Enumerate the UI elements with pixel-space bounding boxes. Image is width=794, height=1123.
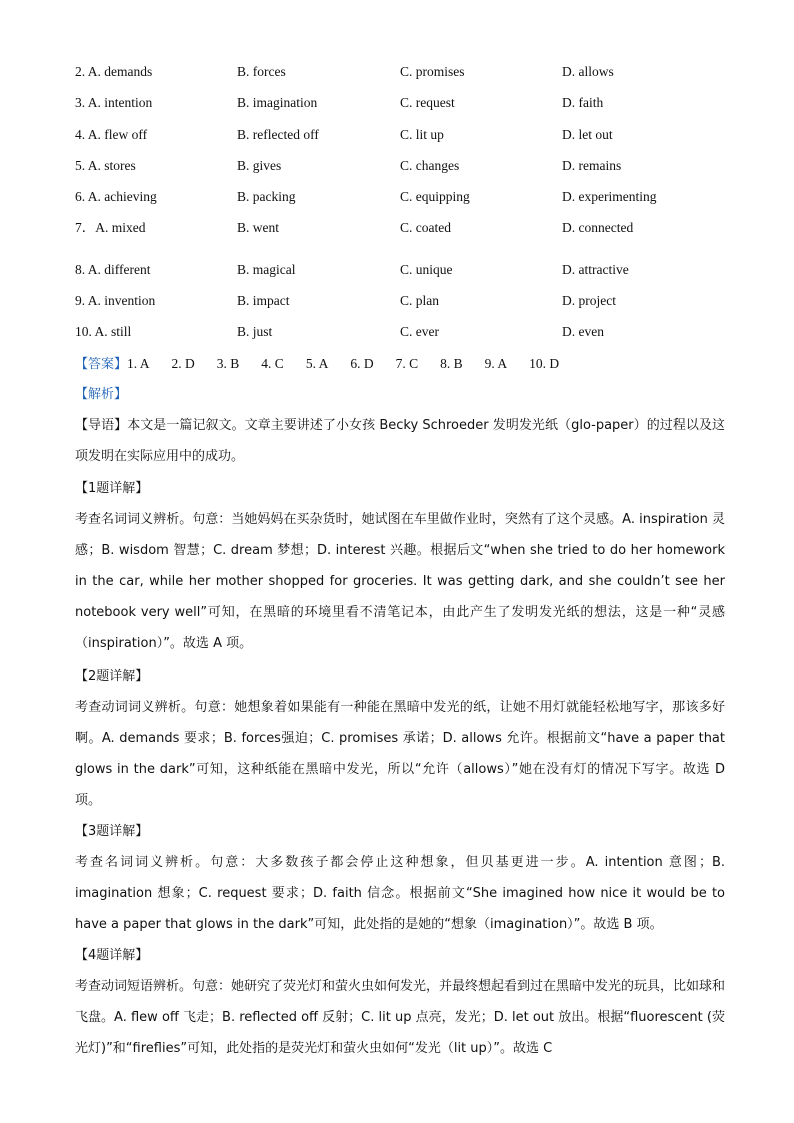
option-a: 9. A. invention — [75, 293, 156, 308]
option-d: D. allows — [562, 64, 614, 79]
option-d: D. project — [562, 293, 616, 308]
option-a: 2. A. demands — [75, 64, 153, 79]
option-c: C. promises — [400, 64, 465, 79]
option-c: C. equipping — [400, 189, 470, 204]
answer-item: 1. A — [127, 356, 150, 371]
option-b: B. packing — [237, 189, 296, 204]
option-d: D. attractive — [562, 262, 629, 277]
answer-item: 6. D — [350, 356, 374, 371]
answer-item: 7. C — [395, 356, 419, 371]
answer-item: 8. B — [440, 356, 463, 371]
option-b: B. forces — [237, 64, 286, 79]
option-b: B. magical — [237, 262, 296, 277]
answer-item: 10. D — [529, 356, 560, 371]
option-c: C. unique — [400, 262, 453, 277]
question-row — [75, 125, 735, 145]
question-row — [75, 218, 735, 238]
option-a: 6. A. achieving — [75, 189, 157, 204]
option-d: D. even — [562, 324, 604, 339]
option-b: B. just — [237, 324, 273, 339]
option-d: D. experimenting — [562, 189, 657, 204]
option-c: C. changes — [400, 158, 460, 173]
option-d: D. connected — [562, 220, 634, 235]
section-heading: 【2题详解】 — [75, 669, 149, 684]
answer-label: 【答案】 — [75, 357, 128, 372]
section-body: 考查名词词义辨析。句意：当她妈妈在买杂货时，她试图在车里做作业时，突然有了这个灵感。A. inspiration 灵感；B. wisdom 智慧；C. dream 梦想；D. interest 兴趣。根据后文“when she tried to do her homework in the car, while her mother shopped for groceries. It was getting dark, and she couldn’t see her notebook very well”可知，在黑暗的环境里看不清笔记本，由此产生了发明发光纸的想法，这是一种“灵感（inspiration）”。故选 A 项。 — [75, 512, 725, 651]
section-heading: 【4题详解】 — [75, 948, 149, 963]
section-body: 考查名词词义辨析。句意：大多数孩子都会停止这种想象，但贝基更进一步。A. intention 意图；B. imagination 想象；C. request 要求；D. faith 信念。根据前文“She imagined how nice it would be to have a paper that glows in the dark”可知，此处指的是她的“想象（imagination）”。故选 B 项。 — [75, 855, 725, 932]
option-c: C. request — [400, 95, 455, 110]
option-d: D. let out — [562, 127, 613, 142]
option-b: B. went — [237, 220, 279, 235]
question-row — [75, 156, 735, 176]
question-row — [75, 291, 735, 311]
option-b: B. impact — [237, 293, 290, 308]
answer-key — [75, 354, 581, 374]
option-c: C. plan — [400, 293, 439, 308]
option-a: 4. A. flew off — [75, 127, 148, 142]
option-b: B. imagination — [237, 95, 318, 110]
question-row — [75, 322, 735, 342]
option-b: B. reflected off — [237, 127, 319, 142]
answer-item: 5. A — [305, 356, 329, 371]
option-a: 10. A. still — [75, 324, 132, 339]
option-c: C. ever — [400, 324, 439, 339]
question-row — [75, 260, 735, 280]
section-heading: 【1题详解】 — [75, 481, 149, 496]
analysis-label: 【解析】 — [75, 387, 128, 402]
answer-item: 9. A — [484, 356, 508, 371]
section-body: 考查动词短语辨析。句意：她研究了荧光灯和萤火虫如何发光，并最终想起看到过在黑暗中发光的玩具，比如球和飞盘。A. flew off 飞走；B. reflected off 反射；C. lit up 点亮，发光；D. let out 放出。根据“fluorescent (荧光灯)”和“fireflies”可知，此处指的是荧光灯和萤火虫如何“发光（lit up）”。故选 C — [75, 979, 726, 1056]
option-c: C. coated — [400, 220, 451, 235]
option-c: C. lit up — [400, 127, 444, 142]
section-heading: 【3题详解】 — [75, 824, 149, 839]
option-d: D. remains — [562, 158, 622, 173]
option-b: B. gives — [237, 158, 282, 173]
question-row — [75, 93, 735, 113]
option-a: 8. A. different — [75, 262, 151, 277]
option-a: 7．A. mixed — [75, 220, 146, 235]
intro-paragraph: 【导语】本文是一篇记叙文。文章主要讲述了小女孩 Becky Schroeder 发明发光纸（glo-paper）的过程以及这项发明在实际应用中的成功。 — [75, 418, 725, 464]
option-d: D. faith — [562, 95, 604, 110]
question-row — [75, 62, 735, 82]
option-a: 3. A. intention — [75, 95, 153, 110]
answer-item: 2. D — [171, 356, 195, 371]
option-a: 5. A. stores — [75, 158, 136, 173]
section-body: 考查动词词义辨析。句意：她想象着如果能有一种能在黑暗中发光的纸，让她不用灯就能轻松地写字，那该多好啊。A. demands 要求；B. forces强迫；C. promises 承诺；D. allows 允许。根据前文“have a paper that glows in the dark”可知，这种纸能在黑暗中发光，所以“允许（allows）”她在没有灯的情况下写字。故选 D 项。 — [75, 700, 725, 808]
answer-item: 3. B — [216, 356, 240, 371]
answer-item: 4. C — [261, 356, 284, 371]
question-row — [75, 187, 735, 207]
